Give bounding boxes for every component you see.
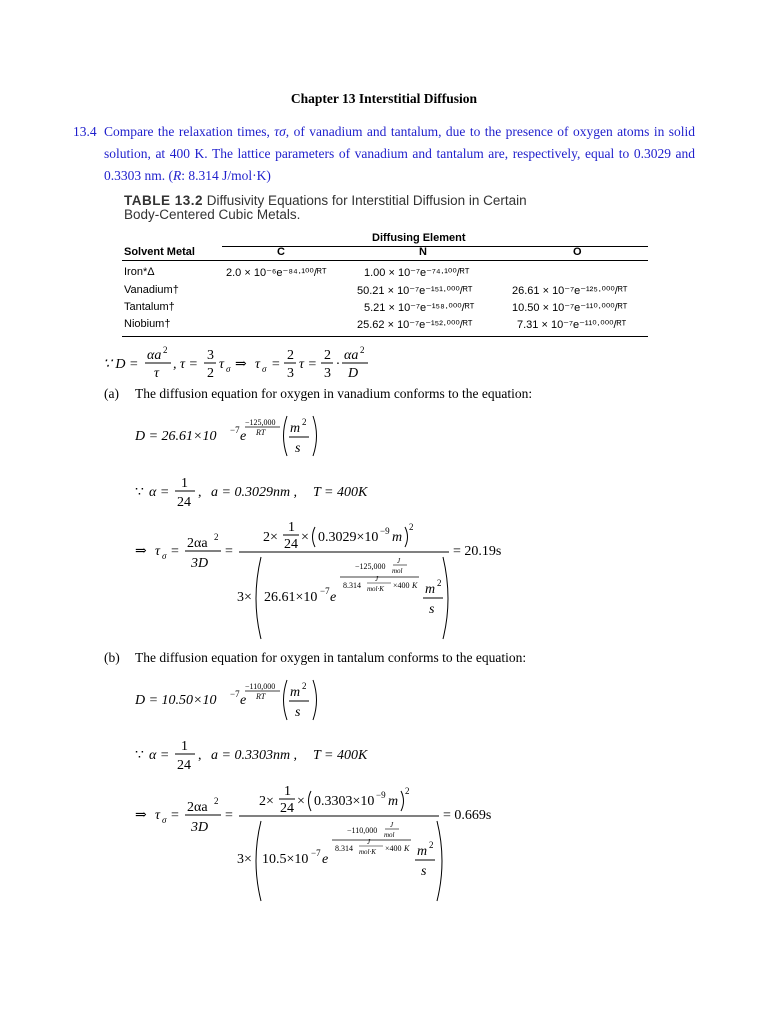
- svg-text:s: s: [429, 602, 435, 617]
- svg-text:m: m: [290, 421, 301, 436]
- svg-text:= 20.19s: = 20.19s: [453, 544, 502, 559]
- svg-text:8.314: 8.314: [335, 844, 353, 853]
- svg-text:2: 2: [163, 345, 168, 355]
- svg-text:−110,000: −110,000: [245, 682, 276, 691]
- svg-text:m: m: [417, 844, 428, 859]
- svg-text:K: K: [412, 581, 418, 590]
- svg-text:σ: σ: [226, 364, 231, 374]
- svg-text:2: 2: [302, 681, 307, 691]
- svg-text:J: J: [375, 575, 379, 583]
- svg-text:24: 24: [177, 495, 191, 510]
- definition-equation: [103, 343, 373, 385]
- svg-text:−7: −7: [311, 848, 321, 858]
- svg-text:26.61×10: 26.61×10: [264, 590, 318, 605]
- svg-text:∵: ∵: [135, 748, 144, 763]
- svg-text:=: =: [225, 544, 233, 559]
- table-row-niobium-o: 7.31 × 10⁻⁷e⁻¹¹⁰·⁰⁰⁰/ᴿᵀ: [517, 319, 627, 331]
- svg-text:∵: ∵: [135, 485, 144, 500]
- table-row-tantalum-n: 5.21 × 10⁻⁷e⁻¹⁵⁸·⁰⁰⁰/ᴿᵀ: [364, 302, 475, 314]
- svg-text:,: ,: [198, 485, 202, 500]
- part-a-diffusivity-equation: [135, 412, 335, 460]
- svg-text:mol·K: mol·K: [359, 848, 376, 856]
- part-a-relaxation-calculation: [135, 515, 535, 645]
- table-row-tantalum-o: 10.50 × 10⁻⁷e⁻¹¹⁰·⁰⁰⁰/ᴿᵀ: [512, 302, 628, 314]
- part-b-relaxation-calculation: [135, 777, 535, 907]
- svg-text:2: 2: [405, 786, 410, 796]
- svg-text:τ: τ: [255, 357, 261, 372]
- table-group-rule: [222, 246, 648, 247]
- svg-text:τ: τ: [155, 544, 161, 559]
- table-caption-line2: Body-Centered Cubic Metals.: [124, 207, 301, 222]
- svg-text:a = 0.3303nm ,: a = 0.3303nm ,: [211, 748, 298, 763]
- svg-text:2: 2: [214, 532, 219, 542]
- svg-text:,: ,: [198, 748, 202, 763]
- svg-text:τ: τ: [154, 366, 160, 381]
- svg-text:×400: ×400: [385, 844, 402, 853]
- table-row-iron-c: 2.0 × 10⁻⁶e⁻⁸⁴·¹⁰⁰/ᴿᵀ: [226, 267, 327, 279]
- svg-text:s: s: [295, 705, 301, 720]
- svg-text:αa: αa: [344, 348, 359, 363]
- svg-text:= 0.669s: = 0.669s: [443, 808, 492, 823]
- svg-text:J: J: [367, 838, 371, 846]
- svg-text:0.3303×10: 0.3303×10: [314, 794, 375, 809]
- table-header-n: N: [419, 246, 427, 258]
- page-title: Chapter 13 Interstitial Diffusion: [290, 91, 478, 106]
- svg-text:D: D: [348, 366, 359, 381]
- svg-text:×: ×: [301, 530, 309, 545]
- table-row-niobium-n: 25.62 × 10⁻⁷e⁻¹⁵²·⁰⁰⁰/ᴿᵀ: [357, 319, 473, 331]
- svg-text:e: e: [322, 852, 329, 867]
- svg-text:α =: α =: [149, 485, 170, 500]
- svg-text:1: 1: [181, 476, 188, 491]
- svg-text:T = 400K: T = 400K: [313, 485, 368, 500]
- svg-text:0.3029×10: 0.3029×10: [318, 530, 379, 545]
- svg-text:mol·K: mol·K: [367, 585, 384, 593]
- table-caption: [124, 194, 527, 208]
- svg-text:τ =: τ =: [299, 357, 317, 372]
- svg-text:−110,000: −110,000: [347, 826, 378, 835]
- svg-text:3: 3: [207, 348, 214, 363]
- svg-text:2: 2: [437, 578, 442, 588]
- svg-text:⇒: ⇒: [135, 808, 147, 823]
- table-row-vanadium-o: 26.61 × 10⁻⁷e⁻¹²⁵·⁰⁰⁰/ᴿᵀ: [512, 285, 628, 297]
- svg-text:2αa: 2αa: [187, 536, 208, 551]
- svg-text:1: 1: [288, 520, 295, 535]
- svg-text:σ: σ: [162, 815, 167, 825]
- svg-text:·: ·: [336, 357, 340, 372]
- svg-text:3×: 3×: [237, 852, 252, 867]
- svg-text:10.5×10: 10.5×10: [262, 852, 309, 867]
- svg-text:τ: τ: [219, 357, 225, 372]
- svg-text:3D: 3D: [191, 556, 209, 571]
- svg-text:K: K: [404, 844, 410, 853]
- svg-text:D = 26.61×10: D = 26.61×10: [135, 429, 217, 444]
- table-label: TABLE 13.2: [124, 193, 204, 208]
- table-group-header: Diffusing Element: [372, 232, 466, 244]
- svg-text:m: m: [388, 794, 399, 809]
- table-header-rule: [122, 260, 648, 261]
- svg-text:24: 24: [177, 758, 191, 773]
- svg-text:∵ D =: ∵ D =: [103, 357, 139, 372]
- svg-text:, τ =: , τ =: [173, 357, 198, 372]
- table-caption-line1: Diffusivity Equations for Interstitial Diffusion in Certain: [206, 193, 527, 208]
- svg-text:=: =: [225, 808, 233, 823]
- svg-text:24: 24: [280, 801, 294, 816]
- svg-text:D = 10.50×10: D = 10.50×10: [135, 693, 217, 708]
- svg-text:s: s: [295, 441, 301, 456]
- svg-text:×400: ×400: [393, 581, 410, 590]
- part-b-diffusivity-equation: [135, 676, 335, 724]
- svg-text:RT: RT: [256, 428, 266, 437]
- table-row-tantalum-metal: Tantalum†: [124, 301, 175, 313]
- svg-text:−125,000: −125,000: [355, 562, 386, 571]
- svg-text:m: m: [392, 530, 403, 545]
- svg-text:σ: σ: [162, 551, 167, 561]
- table-row-vanadium-n: 50.21 × 10⁻⁷e⁻¹⁵¹·⁰⁰⁰/ᴿᵀ: [357, 285, 473, 297]
- svg-text:=: =: [271, 357, 281, 372]
- svg-text:−125,000: −125,000: [245, 418, 276, 427]
- svg-text:⇒: ⇒: [235, 357, 247, 372]
- svg-text:8.314: 8.314: [343, 581, 361, 590]
- table-row-vanadium-metal: Vanadium†: [124, 284, 179, 296]
- svg-text:=: =: [171, 544, 179, 559]
- svg-text:α =: α =: [149, 748, 170, 763]
- svg-text:J: J: [390, 821, 394, 829]
- svg-text:−9: −9: [380, 526, 390, 536]
- svg-text:mol: mol: [384, 831, 395, 839]
- svg-text:mol: mol: [392, 567, 403, 575]
- table-header-c: C: [277, 246, 285, 258]
- table-header-o: O: [573, 246, 582, 258]
- svg-text:e: e: [240, 693, 247, 708]
- svg-text:σ: σ: [262, 364, 267, 374]
- part-b-text: The diffusion equation for oxygen in tantalum conforms to the equation:: [135, 650, 527, 665]
- svg-text:24: 24: [284, 537, 298, 552]
- svg-text:αa: αa: [147, 348, 162, 363]
- table-header-solvent: Solvent Metal: [124, 246, 195, 258]
- svg-text:−9: −9: [376, 790, 386, 800]
- svg-text:2×: 2×: [259, 794, 274, 809]
- svg-text:2×: 2×: [263, 530, 278, 545]
- svg-text:2: 2: [207, 366, 214, 381]
- svg-text:τ: τ: [155, 808, 161, 823]
- svg-text:3: 3: [324, 366, 331, 381]
- part-a-parameters: [135, 474, 395, 514]
- problem-statement: Compare the relaxation times, τσ, of vanadium and tantalum, due to the presence of oxygen atoms in solid solution, at 400 K. The lattice parameters of vanadium and tantalum are, respectively, equal to 0.3029 and 0.3303 nm. (R: 8.314 J/mol·K): [104, 124, 696, 183]
- svg-text:J: J: [397, 557, 401, 565]
- part-a-label: (a): [104, 386, 119, 401]
- svg-text:3: 3: [287, 366, 294, 381]
- svg-text:2: 2: [324, 348, 331, 363]
- problem-number: 13.4: [73, 124, 97, 139]
- table-row-iron-metal: Iron*Δ: [124, 266, 155, 278]
- part-a-text: The diffusion equation for oxygen in vanadium conforms to the equation:: [135, 386, 533, 401]
- svg-text:2: 2: [360, 345, 365, 355]
- table-row-iron-n: 1.00 × 10⁻⁷e⁻⁷⁴·¹⁰⁰/ᴿᵀ: [364, 267, 470, 279]
- svg-text:T = 400K: T = 400K: [313, 748, 368, 763]
- svg-text:3D: 3D: [191, 820, 209, 835]
- svg-text:2: 2: [287, 348, 294, 363]
- part-b-parameters: [135, 737, 395, 777]
- svg-text:3×: 3×: [237, 590, 252, 605]
- svg-text:−7: −7: [230, 689, 240, 699]
- svg-text:2αa: 2αa: [187, 800, 208, 815]
- svg-text:⇒: ⇒: [135, 544, 147, 559]
- svg-text:2: 2: [302, 417, 307, 427]
- svg-text:RT: RT: [256, 692, 266, 701]
- svg-text:m: m: [290, 685, 301, 700]
- table-bottom-rule: [122, 336, 648, 337]
- svg-text:2: 2: [429, 840, 434, 850]
- table-row-niobium-metal: Niobium†: [124, 318, 171, 330]
- svg-text:2: 2: [409, 522, 414, 532]
- svg-text:=: =: [171, 808, 179, 823]
- svg-text:a = 0.3029nm ,: a = 0.3029nm ,: [211, 485, 298, 500]
- svg-text:−7: −7: [320, 586, 330, 596]
- svg-text:2: 2: [214, 796, 219, 806]
- svg-text:e: e: [240, 429, 247, 444]
- svg-text:−7: −7: [230, 425, 240, 435]
- svg-text:×: ×: [297, 794, 305, 809]
- svg-text:e: e: [330, 590, 337, 605]
- svg-text:1: 1: [284, 784, 291, 799]
- svg-text:s: s: [421, 864, 427, 879]
- svg-text:m: m: [425, 582, 436, 597]
- svg-text:1: 1: [181, 739, 188, 754]
- part-b-label: (b): [104, 650, 120, 665]
